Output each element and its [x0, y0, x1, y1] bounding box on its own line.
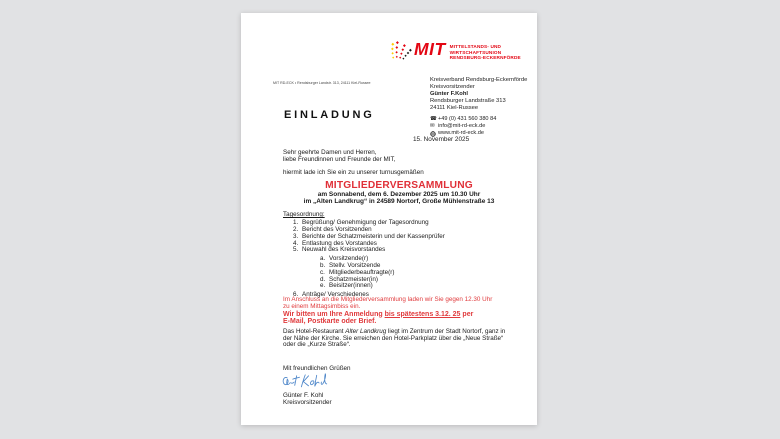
letter-page: [241, 13, 537, 425]
signer-role: Kreisvorsitzender: [283, 398, 332, 406]
event-location: im „Alten Landkrug“ in 24589 Nortorf, Große Mühlenstraße 13: [303, 197, 495, 205]
address-city: 24111 Kiel-Russee: [430, 105, 479, 111]
request-text-line-2: E-Mail, Postkarte oder Brief.: [283, 318, 377, 325]
notice-line-1: Im Anschluss an die Mitgliederversammlung laden wir Sie gegen 12.30 Uhr: [283, 296, 493, 303]
agenda-item-number: 2.: [293, 226, 299, 234]
logo-org-line: MITTELSTANDS- UND: [449, 44, 502, 49]
contact-phone-row: [430, 116, 496, 123]
closing-line: Mit freundlichen Grüßen: [283, 365, 351, 372]
agenda-subitem-text: Beisitzer(innen): [329, 282, 373, 290]
salutation-line-1: Sehr geehrte Damen und Herren,: [283, 149, 377, 156]
signer-name: Günter F. Kohl: [283, 392, 324, 399]
agenda-subitem: [283, 270, 515, 277]
agenda-sublist: [283, 256, 515, 290]
registration-notice: [283, 296, 517, 326]
contact-email-row: [430, 123, 496, 130]
salutation-line-2: liebe Freundinnen und Freunde der MIT,: [283, 156, 396, 163]
event-datetime: am Sonnabend, dem 6. Dezember 2025 um 10.30 Uhr: [317, 190, 481, 198]
address-street: Rendsburger Landstraße 313: [430, 98, 506, 104]
agenda-subitem-letter: c.: [320, 268, 325, 276]
phone-number: +49 (0) 431 560 380 84: [438, 116, 497, 122]
agenda: [283, 212, 515, 299]
letter-title: EINLADUNG: [284, 109, 375, 121]
letter-date: 15. November 2025: [413, 136, 470, 143]
email-address: info@mit-rd-eck.de: [438, 123, 486, 130]
agenda-item-number: 1.: [293, 219, 299, 227]
agenda-subitem-text: Stellv. Vorsitzende: [329, 262, 381, 270]
notice-line-2: zu einem Mittagsimbiss ein.: [283, 303, 361, 310]
agenda-subitem: [283, 283, 515, 290]
address-org: Kreisverband Rendsburg-Eckernförde: [430, 77, 528, 83]
agenda-subitem-letter: e.: [320, 282, 326, 290]
registration-request: [283, 311, 517, 326]
mit-logo-org-name: [450, 44, 521, 61]
phone-icon: ☎: [430, 116, 437, 123]
agenda-subitem-letter: b.: [320, 262, 326, 270]
registration-deadline: bis spätestens 3.12. 25: [384, 310, 461, 318]
request-text: Wir bitten um Ihre Anmeldung: [283, 310, 385, 318]
logo-org-line: WIRTSCHAFTSUNION: [449, 49, 502, 55]
address-role: Kreisvorsitzender: [430, 84, 475, 90]
return-address-line: MIT RD-ECK • Rendsburger Landstr. 313, 24111 Kiel-Russee: [273, 81, 371, 85]
directions-text: liegt im Zentrum der Stadt Nortorf, ganz in der Nähe der Kirche. Sie erreichen den Hotel-Parkplatz über die „Neue Straße“ oder die „Kurze Straße“.: [283, 328, 506, 349]
agenda-subitem-text: Mitgliederbeauftragte(r): [329, 268, 395, 276]
contact-block: [430, 116, 496, 138]
agenda-item-text: Entlastung des Vorstandes: [302, 239, 377, 247]
event-title: MITGLIEDERVERSAMMLUNG: [325, 180, 473, 191]
sender-address-block: [430, 77, 527, 112]
agenda-item: [283, 247, 515, 254]
agenda-subitem-text: Vorsitzende(r): [329, 255, 369, 263]
website-url: www.mit-rd-eck.de: [438, 130, 485, 137]
agenda-item-text: Begrüßung/ Genehmigung der Tagesordnung: [302, 219, 429, 227]
intro-line: hiermit lade ich Sie ein zu unserer turnusgemäßen: [283, 169, 424, 176]
mit-logo-fan-icon: [391, 39, 412, 67]
agenda-subitem: [283, 263, 515, 270]
agenda-item-text: Bericht des Vorsitzenden: [302, 226, 372, 234]
hotel-name: Alter Landkrug: [345, 328, 387, 335]
agenda-subitem: [283, 277, 515, 284]
directions-paragraph: [283, 329, 515, 349]
agenda-subitem-letter: d.: [320, 275, 326, 283]
logo-org-line: RENDSBURG-ECKERNFÖRDE: [449, 55, 521, 61]
agenda-item-text: Anträge/ Verschiedenes: [302, 290, 369, 298]
agenda-subitem: [283, 256, 515, 263]
agenda-item-number: 4.: [293, 239, 299, 247]
address-name: Günter F.Kohl: [430, 91, 468, 97]
directions-text: Das Hotel-Restaurant: [283, 328, 346, 335]
mit-logo: [391, 39, 521, 67]
email-icon: ✉: [430, 123, 435, 130]
signature-block: [283, 393, 332, 406]
agenda-item-number: 5.: [293, 246, 299, 254]
agenda-item-text: Neuwahl des Kreisvorstandes: [302, 246, 386, 254]
agenda-subitem-letter: a.: [320, 255, 326, 263]
agenda-item-number: 6.: [293, 290, 299, 298]
agenda-subitem-text: Schatzmeister(in): [329, 275, 378, 283]
agenda-heading: Tagesordnung:: [283, 211, 325, 218]
request-text: per: [460, 310, 474, 318]
agenda-item-text: Berichte der Schatzmeisterin und der Kassenprüfer: [302, 232, 445, 240]
mit-logo-text: MIT: [414, 39, 446, 59]
agenda-item-number: 3.: [293, 232, 299, 240]
